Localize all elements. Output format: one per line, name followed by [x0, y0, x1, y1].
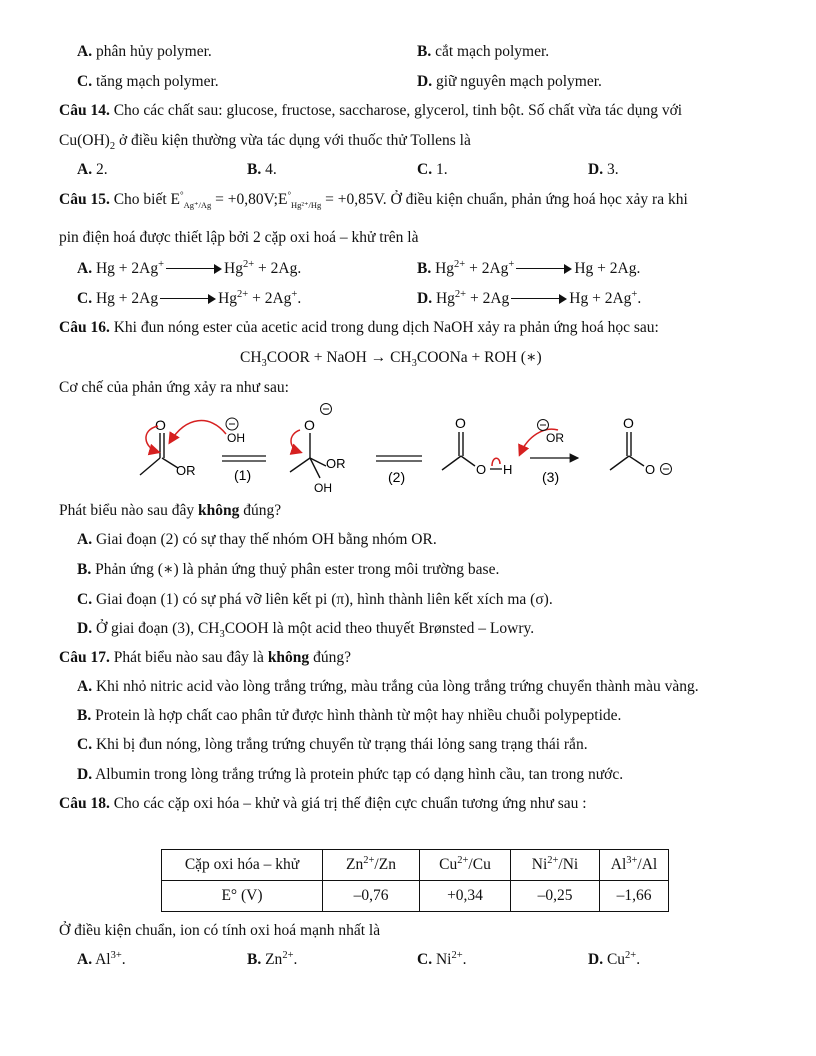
- q16-option-c: C. Giai đoạn (1) có sự phá vỡ liên kết pi (π), hình thành liên kết xích ma (σ).: [77, 591, 553, 608]
- q14-option-c: C. 1.: [417, 161, 448, 178]
- forward-arrow-3: [530, 458, 578, 485]
- q17-option-c: C. Khi bị đun nóng, lòng trắng trứng chuyển từ trạng thái lỏng sang trạng thái rắn.: [77, 736, 588, 753]
- q16-stem: Câu 16. Khi đun nóng ester của acetic acid trong dung dịch NaOH xảy ra phản ứng hoá học sau:: [59, 319, 659, 336]
- svg-text:(3): (3): [542, 469, 560, 485]
- table-cell: $Cu^{2+}/Cu$: [420, 850, 511, 881]
- q18-option-d: D. $Cu^{2+}$.: [588, 949, 641, 968]
- table-cell: –1,66: [600, 881, 669, 912]
- q13-option-c: C. tăng mạch polymer.: [77, 73, 219, 90]
- svg-text:O: O: [645, 462, 656, 477]
- q18-option-c: C. $Ni^{2+}$.: [417, 949, 467, 968]
- mechanism-diagram: [130, 400, 690, 495]
- q14-option-a: A. 2.: [77, 161, 108, 178]
- table-cell: $Zn^{2+}/Zn$: [323, 850, 420, 881]
- acetic-acid-structure: [442, 415, 564, 477]
- svg-text:(2): (2): [388, 469, 406, 485]
- reaction-arrow-icon: [160, 294, 216, 304]
- equilibrium-arrow-2: [376, 456, 422, 485]
- svg-text:OR: OR: [546, 431, 564, 445]
- acetate-structure: [610, 415, 672, 477]
- svg-text:OR: OR: [176, 463, 196, 478]
- table-row: [162, 881, 669, 912]
- table-header-cell: Cặp oxi hóa – khử: [162, 850, 323, 881]
- svg-text:O: O: [304, 417, 315, 433]
- svg-text:O: O: [623, 415, 634, 431]
- reaction-arrow-icon: [511, 294, 567, 304]
- q17-option-a: A. Khi nhỏ nitric acid vào lòng trắng trứng, màu trắng của lòng trắng trứng chuyển thành màu vàng.: [77, 678, 699, 695]
- e-ag-formula: $E^\circ_{Ag^+/Ag}$ = $+0,80V;E^\circ_{Hg^{2+}/Hg} = +0,85V$: [170, 189, 383, 211]
- q14-option-b: B. 4.: [247, 161, 277, 178]
- q15-option-c: C. Hg + 2Ag $Hg^{2+} + 2Ag^+$.: [77, 288, 302, 307]
- q17-question: Câu 17. Phát biểu nào sau đây là không đúng?: [59, 649, 351, 666]
- table-cell: $Ni^{2+}/Ni$: [511, 850, 600, 881]
- equilibrium-arrow-1: [222, 456, 266, 483]
- table-row-label: E° (V): [162, 881, 323, 912]
- tetrahedral-intermediate: [290, 404, 346, 496]
- q15-stem-line2: pin điện hoá được thiết lập bởi 2 cặp oxi hoá – khử trên là: [59, 229, 419, 246]
- q18-stem: Câu 18. Cho các cặp oxi hóa – khử và giá trị thế điện cực chuẩn tương ứng như sau :: [59, 795, 587, 812]
- q14-stem-line2: $Cu(OH)_2$ ở điều kiện thường vừa tác dụng với thuốc thử Tollens là: [59, 132, 471, 153]
- q16-option-a: A. Giai đoạn (2) có sự thay thế nhóm OH bằng nhóm OR.: [77, 531, 437, 548]
- q17-option-d: D. Albumin trong lòng trắng trứng là protein phức tạp có dạng hình cầu, tan trong nước.: [77, 766, 624, 783]
- ester-structure: [140, 417, 245, 478]
- q16-option-d: D. Ở giai đoạn (3), $CH_3COOH$ là một acid theo thuyết Brønsted – Lowry.: [77, 620, 535, 641]
- q15-option-a: A. Hg + 2Ag+ $Hg^{2+} + 2Ag$.: [77, 258, 302, 277]
- svg-text:(1): (1): [234, 467, 252, 483]
- q14-option-d: D. 3.: [588, 161, 619, 178]
- q17-option-b: B. Protein là hợp chất cao phân tử được hình thành từ một hay nhiều chuỗi polypeptide.: [77, 707, 622, 724]
- q13-option-b: B. cắt mạch polymer.: [417, 43, 550, 60]
- q16-equation: $CH_3COOR$ + NaOH → $CH_3COONa$ + ROH (∗): [240, 349, 542, 370]
- table-cell: –0,76: [323, 881, 420, 912]
- q18-option-a: A. $Al^{3+}$.: [77, 949, 126, 968]
- reaction-arrow-icon: [516, 264, 572, 274]
- table-cell: $Al^{3+}/Al$: [600, 850, 669, 881]
- q18-option-b: B. $Zn^{2+}$.: [247, 949, 298, 968]
- q13-option-a: A. phân hủy polymer.: [77, 43, 212, 60]
- q15-option-b: B. $Hg^{2+} + 2Ag^+$ Hg + 2Ag.: [417, 258, 641, 277]
- svg-text:O: O: [455, 415, 466, 431]
- q15-option-d: D. $Hg^{2+} + 2Ag$ Hg + 2Ag+.: [417, 288, 642, 307]
- svg-text:O: O: [476, 462, 487, 477]
- svg-text:OH: OH: [227, 431, 245, 445]
- potential-table: [161, 849, 669, 912]
- svg-text:OR: OR: [326, 456, 346, 471]
- svg-text:H: H: [503, 462, 513, 477]
- q16-question: Phát biểu nào sau đây không đúng?: [59, 502, 282, 519]
- q16-option-b: B. Phản ứng (∗) là phản ứng thuỷ phân ester trong môi trường base.: [77, 561, 500, 578]
- svg-text:OH: OH: [314, 481, 332, 495]
- q13-option-d: D. giữ nguyên mạch polymer.: [417, 73, 602, 90]
- table-row: [162, 850, 669, 881]
- reaction-arrow-icon: [166, 264, 222, 274]
- q16-mechanism-intro: Cơ chế của phản ứng xảy ra như sau:: [59, 379, 289, 396]
- q14-stem-line1: Câu 14. Cho các chất sau: glucose, fructose, saccharose, glycerol, tinh bột. Số chất vừa tác dụng với: [59, 102, 683, 119]
- table-cell: +0,34: [420, 881, 511, 912]
- table-cell: –0,25: [511, 881, 600, 912]
- q15-stem-line1: Câu 15. Cho biết $E^\circ_{Ag^+/Ag}$ = $+0,80V;E^\circ_{Hg^{2+}/Hg} = +0,85V$. Ở điều kiện chuẩn, phản ứng hoá học xảy ra khi: [59, 189, 688, 211]
- svg-text:O: O: [155, 417, 166, 433]
- q18-conclusion: Ở điều kiện chuẩn, ion có tính oxi hoá mạnh nhất là: [59, 922, 381, 939]
